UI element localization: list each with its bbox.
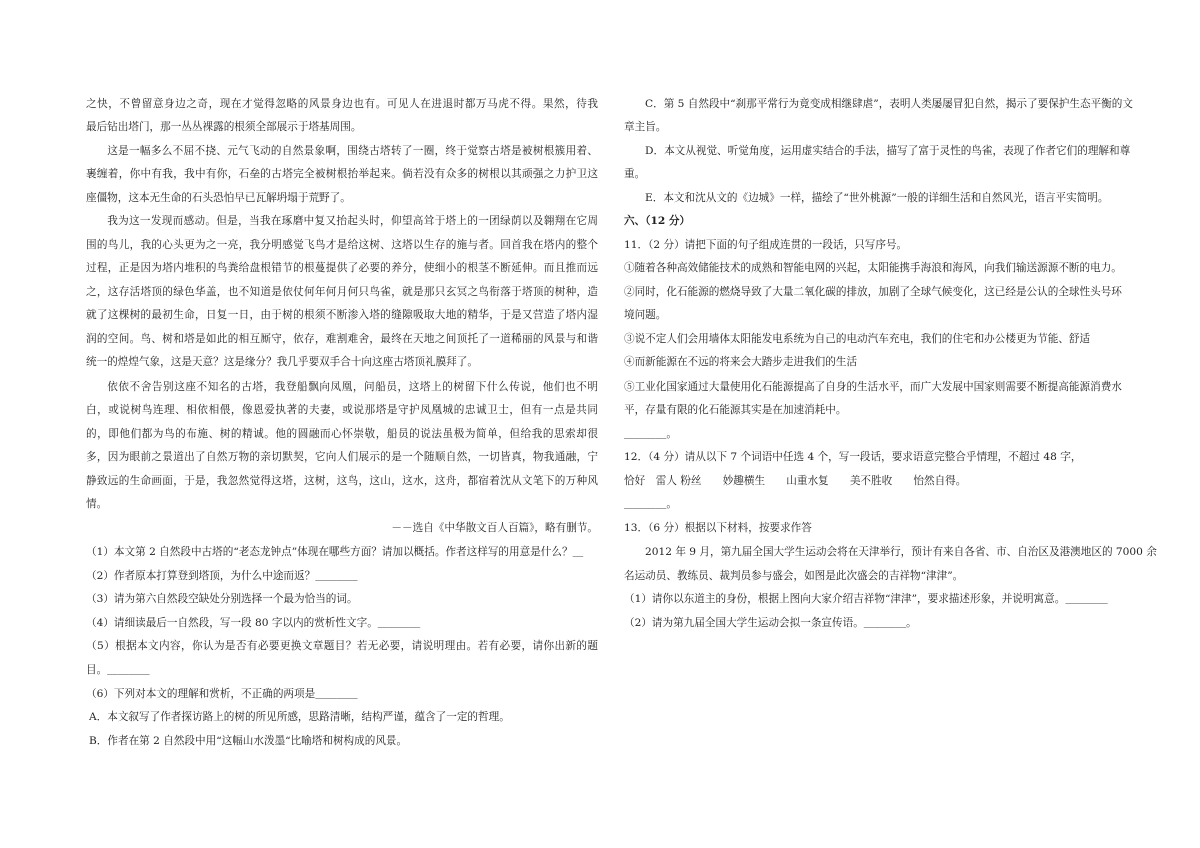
essay-line: 过程，正是因为塔内堆积的鸟粪给盘根错节的根蔓提供了必要的养分，使细小的根茎不断延伸。而且推而远: [86, 262, 598, 274]
essay-line: 润的空间。鸟、树和塔是如此的相互厮守，依存，难割难舍，最终在天地之间顶托了一道稀丽的风景与和谐: [86, 333, 598, 345]
essay-line: 我为这一发现而感动。但是，当我在琢磨中复又抬起头时，仰望高耸于塔上的一团绿荫以及翱翔在它周: [107, 215, 598, 227]
essay-line: 情。: [86, 498, 108, 510]
answer-blank: ＿＿＿＿。: [624, 498, 677, 510]
question-stem: 13．（6 分）根据以下材料，按要求作答: [624, 522, 812, 534]
essay-line: 最后钻出塔门，那一丛丛裸露的根须全部展示于塔基周围。: [86, 121, 362, 133]
question-line: （4）请细读最后一自然段，写一段 80 字以内的赏析性文字。＿＿＿＿: [86, 617, 421, 629]
question-line: （6）下列对本文的理解和赏析，不正确的两项是＿＿＿＿: [86, 688, 358, 700]
essay-line: 围的鸟儿，我的心头更为之一亮，我分明感觉飞鸟才是给这树、这塔以生存的施与者。回首我在塔内的整个: [86, 239, 598, 251]
essay-line: 裹缠着，你中有我，我中有你，石垒的古塔完全被树根抬举起来。倘若没有众多的树根以其顽强之力护卫这: [86, 168, 598, 180]
answer-blank: ＿＿＿＿。: [624, 428, 677, 440]
question-stem: 11．（2 分）请把下面的句子组成连贯的一段话，只写序号。: [624, 239, 908, 251]
sentence-item: ⑤工业化国家通过大量使用化石能源提高了自身的生活水平，而广大发展中国家则需要不断提高能源消费水: [624, 381, 1122, 393]
essay-line: 之，这存活塔顶的绿色华盖，也不知道是依仗何年何月何只鸟雀，就是那只玄冥之鸟衔落于塔顶的树种，造: [86, 286, 598, 298]
sentence-item: ②同时，化石能源的燃烧导致了大量二氧化碳的排放，加剧了全球气候变化，这已经是公认的全球性头号环: [624, 286, 1122, 298]
option-line: C．第 5 自然段中“刹那平常行为竟变成相继肆虐”，表明人类屡屡冒犯自然，揭示了要保护生态平衡的文: [645, 98, 1133, 110]
essay-line: 多，因为眼前之景道出了自然万物的亲切默契，它向人们展示的是一个随顺自然，一切皆真，物我通融，宁: [86, 451, 598, 463]
material-line: 名运动员、教练员、裁判员参与盛会，如图是此次盛会的吉祥物“津津”。: [624, 570, 964, 582]
section-heading: 六、（12 分）: [624, 215, 691, 227]
source-citation: －－选自《中华散文百人百篇》，略有删节。: [391, 522, 598, 534]
question-line: （2）作者原本打算登到塔顶，为什么中途而返？＿＿＿＿: [86, 570, 358, 582]
material-line: 2012 年 9 月，第九届全国大学生运动会将在天津举行，预计有来自各省、市、自治区及港澳地区的 7000 余: [645, 546, 1157, 558]
essay-line: 白，或说树鸟连理、相依相偎，像恩爱执著的夫妻，或说那塔是守护凤凰城的忠诚卫士，但有一点是共同: [86, 404, 598, 416]
option-line: 章主旨。: [624, 121, 667, 133]
sub-question: （2）请为第九届全国大学生运动会拟一条宣传语。＿＿＿＿。: [624, 617, 917, 629]
sentence-item: ①随着各种高效储能技术的成熟和智能电网的兴起，太阳能携手海浪和海风，向我们输送源源不断的电力。: [624, 262, 1122, 274]
question-line: 目。＿＿＿＿: [86, 664, 150, 676]
word-list: 恰好 雷人 粉丝 妙趣横生 山重水复 美不胜收 怡然自得。: [624, 475, 967, 487]
option-line: E．本文和沈从文的《边城》一样，描绘了“世外桃源”一般的详细生活和自然风光，语言平实简明。: [645, 192, 1109, 204]
essay-line: 统一的煌煌气象，这是天意？这是缘分？我几乎要双手合十向这座古塔顶礼膜拜了。: [86, 356, 478, 368]
question-stem: 12．（4 分）请从以下 7 个词语中任选 4 个，写一段话，要求语意完整合乎情理，不超过 48 字，: [624, 451, 1082, 463]
essay-line: 静致远的生命画面，于是，我忽然觉得这塔，这树，这鸟，这山，这水，这舟，都宿着沈从文笔下的万种风: [86, 475, 598, 487]
sentence-item: 平，存量有限的化石能源其实是在加速消耗中。: [624, 404, 847, 416]
sentence-item: 境问题。: [624, 309, 667, 321]
essay-line: 的，即他们都为鸟的布施、树的精诚。他的圆融而心怀崇敬，船员的说法虽极为简单，但给我的思索却很: [86, 428, 598, 440]
essay-line: 依依不舍告别这座不知名的古塔，我登船飘向凤凰，问船员，这塔上的树留下什么传说，他们也不明: [107, 381, 598, 393]
option-line: 重。: [624, 168, 646, 180]
essay-line: 座僵物，这本无生命的石头恐怕早已瓦解坍塌于荒野了。: [86, 192, 351, 204]
essay-line: 这是一幅多么不屈不挠、元气飞动的自然景象啊，围绕古塔转了一圈，终于觉察古塔是被树根簇用着、: [107, 145, 598, 157]
essay-line: 之快，不曾留意身边之奇，现在才觉得忽略的风景身边也有。可见人在进退时都万马虎不得。果然，待我: [86, 98, 598, 110]
sub-question: （1）请你以东道主的身份，根据上图向大家介绍吉祥物“津津”，要求描述形象，并说明寓意。＿＿＿＿: [624, 593, 1108, 605]
question-line: （5）根据本文内容，你认为是否有必要更换文章题目？若无必要，请说明理由。若有必要，请你出新的题: [86, 640, 598, 652]
essay-line: 就了这棵树的最初生命，日复一日，由于树的根须不断渗入塔的缝隙吸取大地的精华，于是又营造了塔内湿: [86, 309, 598, 321]
option-line: A．本文叙写了作者探访路上的树的所见所感，思路清晰，结构严谨，蕴含了一定的哲理。: [89, 711, 510, 723]
sentence-item: ④而新能源在不远的将来会大踏步走进我们的生活: [624, 356, 858, 368]
question-line: （3）请为第六自然段空缺处分别选择一个最为恰当的词。: [86, 593, 358, 605]
question-line: （1）本文第 2 自然段中古塔的“老态龙钟点”体现在哪些方面？请加以概括。作者这样写的用意是什么？＿: [86, 546, 584, 558]
sentence-item: ③说不定人们会用墙体太阳能发电系统为自己的电动汽车充电，我们的住宅和办公楼更为节能、舒适: [624, 333, 1091, 345]
option-line: B．作者在第 2 自然段中用“这幅山水泼墨“比喻塔和树构成的风景。: [89, 735, 408, 747]
option-line: D．本文从视觉、听觉角度，运用虚实结合的手法，描写了富于灵性的鸟雀，表现了作者它们的理解和尊: [645, 145, 1131, 157]
